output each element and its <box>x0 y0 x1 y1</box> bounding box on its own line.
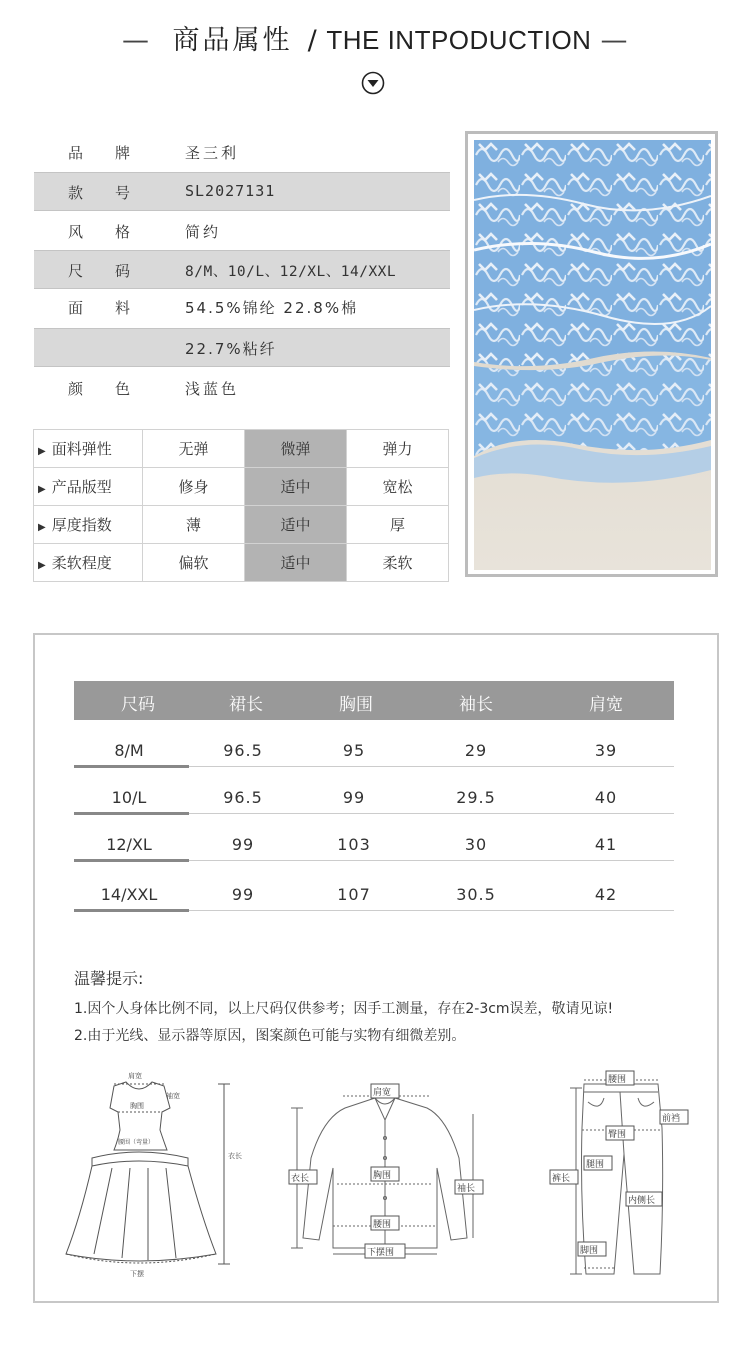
cell-value: 39 <box>594 741 618 760</box>
dress-label-length: 衣长 <box>228 1152 242 1160</box>
shirt-label-shoulder: 肩宽 <box>373 1088 392 1098</box>
feel-label <box>34 468 143 506</box>
cell-value: 96.5 <box>223 741 263 760</box>
feel-option: 宽松 <box>347 468 449 506</box>
feel-label-text: 面料弹性 <box>51 440 112 458</box>
cell-size: 10/L <box>111 788 147 807</box>
attr-label: 色 <box>115 380 134 398</box>
fabric-feel-table <box>33 429 449 582</box>
size-row <box>74 737 674 767</box>
feel-row-softness <box>34 544 449 582</box>
tip-line-2: 2.由于光线、显示器等原因，图案颜色可能与实物有细微差别。 <box>74 1028 466 1044</box>
cell-size: 12/XL <box>106 835 152 854</box>
header-chest: 胸围 <box>339 695 373 715</box>
cell-value: 103 <box>337 835 371 854</box>
dress-measurement-diagram <box>52 1068 242 1283</box>
attr-label: 牌 <box>115 144 134 162</box>
attr-value: 54.5%锦纶 22.8%棉 <box>185 299 359 317</box>
feel-label <box>34 544 143 582</box>
attr-value: 圣三利 <box>185 144 240 162</box>
attr-value: 8/M、10/L、12/XL、14/XXL <box>185 264 397 280</box>
attr-row-size <box>34 250 450 289</box>
title-dash-right: — <box>600 25 629 56</box>
attr-row-style-no <box>34 172 450 211</box>
feel-option: 薄 <box>143 506 245 544</box>
feel-option: 偏软 <box>143 544 245 582</box>
cell-value: 95 <box>342 741 366 760</box>
attr-label: 颜 <box>68 380 87 398</box>
feel-label-text: 柔软程度 <box>51 554 112 572</box>
attr-label: 品 <box>68 144 87 162</box>
cell-value: 99 <box>231 835 255 854</box>
attr-value: 22.7%粘纤 <box>185 340 277 358</box>
cell-value: 107 <box>337 885 371 904</box>
shirt-measurement-diagram <box>287 1078 487 1263</box>
cell-value: 41 <box>594 835 618 854</box>
header-shoulder: 肩宽 <box>589 695 623 715</box>
cell-value: 99 <box>342 788 366 807</box>
feel-option: 厚 <box>347 506 449 544</box>
feel-row-elasticity <box>34 430 449 468</box>
pants-label-thigh: 腿围 <box>586 1160 605 1170</box>
cell-value: 96.5 <box>223 788 263 807</box>
feel-option: 无弹 <box>143 430 245 468</box>
pants-label-leg: 脚围 <box>580 1246 599 1256</box>
dress-label-sleeve: 袖宽 <box>166 1092 180 1100</box>
attr-label: 码 <box>115 262 134 280</box>
shirt-label-sleeve: 袖长 <box>457 1184 476 1194</box>
title-chinese: 商品属性 <box>172 25 293 56</box>
cell-value: 99 <box>231 885 255 904</box>
feel-option-selected: 适中 <box>245 544 347 582</box>
pants-label-inseam: 内侧长 <box>628 1196 656 1206</box>
feel-label <box>34 506 143 544</box>
feel-option: 修身 <box>143 468 245 506</box>
header-sleeve: 袖长 <box>459 695 493 715</box>
row-accent <box>74 812 189 815</box>
dress-label-hem: 下摆 <box>130 1270 144 1278</box>
size-row <box>74 831 674 861</box>
pants-label-waist: 腰围 <box>608 1075 627 1085</box>
title-separator: / <box>307 25 318 56</box>
shirt-label-length: 衣长 <box>291 1174 310 1184</box>
feel-row-fit <box>34 468 449 506</box>
attr-label: 面 <box>68 299 87 317</box>
attr-value: 简约 <box>185 223 222 241</box>
row-accent <box>74 859 189 862</box>
feel-option-selected: 微弹 <box>245 430 347 468</box>
attr-label: 尺 <box>68 262 87 280</box>
dress-label-chest: 胸围 <box>130 1102 144 1110</box>
cell-value: 42 <box>594 885 618 904</box>
chevron-down-circle-icon <box>361 71 385 95</box>
tips-title: 温馨提示: <box>74 969 144 988</box>
feel-option: 柔软 <box>347 544 449 582</box>
attr-value: 浅蓝色 <box>185 380 240 398</box>
dress-label-waist: 腰围（弯量） <box>118 1139 155 1146</box>
title-dash-left: — <box>121 25 150 56</box>
triangle-right-icon: ▶ <box>38 560 46 571</box>
attr-row-style <box>34 212 450 249</box>
cell-size: 8/M <box>114 741 144 760</box>
triangle-right-icon: ▶ <box>38 446 46 457</box>
feel-option: 弹力 <box>347 430 449 468</box>
section-title <box>0 18 750 57</box>
row-accent <box>74 909 189 912</box>
feel-label-text: 产品版型 <box>51 478 112 496</box>
triangle-right-icon: ▶ <box>38 522 46 533</box>
attr-row-color <box>34 369 450 406</box>
feel-option-selected: 适中 <box>245 506 347 544</box>
tip-line-1: 1.因个人身体比例不同，以上尺码仅供参考；因手工测量，存在2-3cm误差，敬请见谅! <box>74 1001 614 1017</box>
attr-label: 款 <box>68 184 87 202</box>
pants-label-length: 裤长 <box>552 1174 571 1184</box>
shirt-label-waist: 腰围 <box>373 1220 392 1230</box>
attr-label: 号 <box>115 184 134 202</box>
pants-measurement-diagram <box>548 1068 698 1280</box>
attr-row-fabric-cont <box>34 328 450 367</box>
feel-label-text: 厚度指数 <box>51 516 112 534</box>
size-table-header <box>74 681 674 720</box>
cell-value: 40 <box>594 788 618 807</box>
attr-row-fabric <box>34 288 450 325</box>
header-size: 尺码 <box>121 695 155 715</box>
row-accent <box>74 765 189 768</box>
attr-label: 格 <box>115 223 134 241</box>
size-row <box>74 784 674 814</box>
feel-option-selected: 适中 <box>245 468 347 506</box>
pants-label-rise: 前裆 <box>662 1114 681 1124</box>
attr-value: SL2027131 <box>185 182 276 200</box>
cell-size: 14/XXL <box>100 885 158 904</box>
attr-row-brand <box>34 133 450 170</box>
feel-row-thickness <box>34 506 449 544</box>
fabric-lace-photo <box>474 140 711 570</box>
feel-label <box>34 430 143 468</box>
triangle-right-icon: ▶ <box>38 484 46 495</box>
cell-value: 30.5 <box>456 885 496 904</box>
shirt-label-chest: 胸围 <box>373 1171 392 1181</box>
size-row <box>74 881 674 911</box>
dress-label-shoulder: 肩宽 <box>128 1072 142 1080</box>
cell-value: 29.5 <box>456 788 496 807</box>
attr-label: 料 <box>115 299 134 317</box>
cell-value: 29 <box>464 741 488 760</box>
title-english: THE INTPODUCTION <box>326 25 592 55</box>
cell-value: 30 <box>464 835 488 854</box>
pants-label-hip: 臀围 <box>608 1130 627 1140</box>
shirt-label-hem: 下摆围 <box>367 1248 395 1258</box>
header-dress-length: 裙长 <box>229 695 263 715</box>
attr-label: 风 <box>68 223 87 241</box>
